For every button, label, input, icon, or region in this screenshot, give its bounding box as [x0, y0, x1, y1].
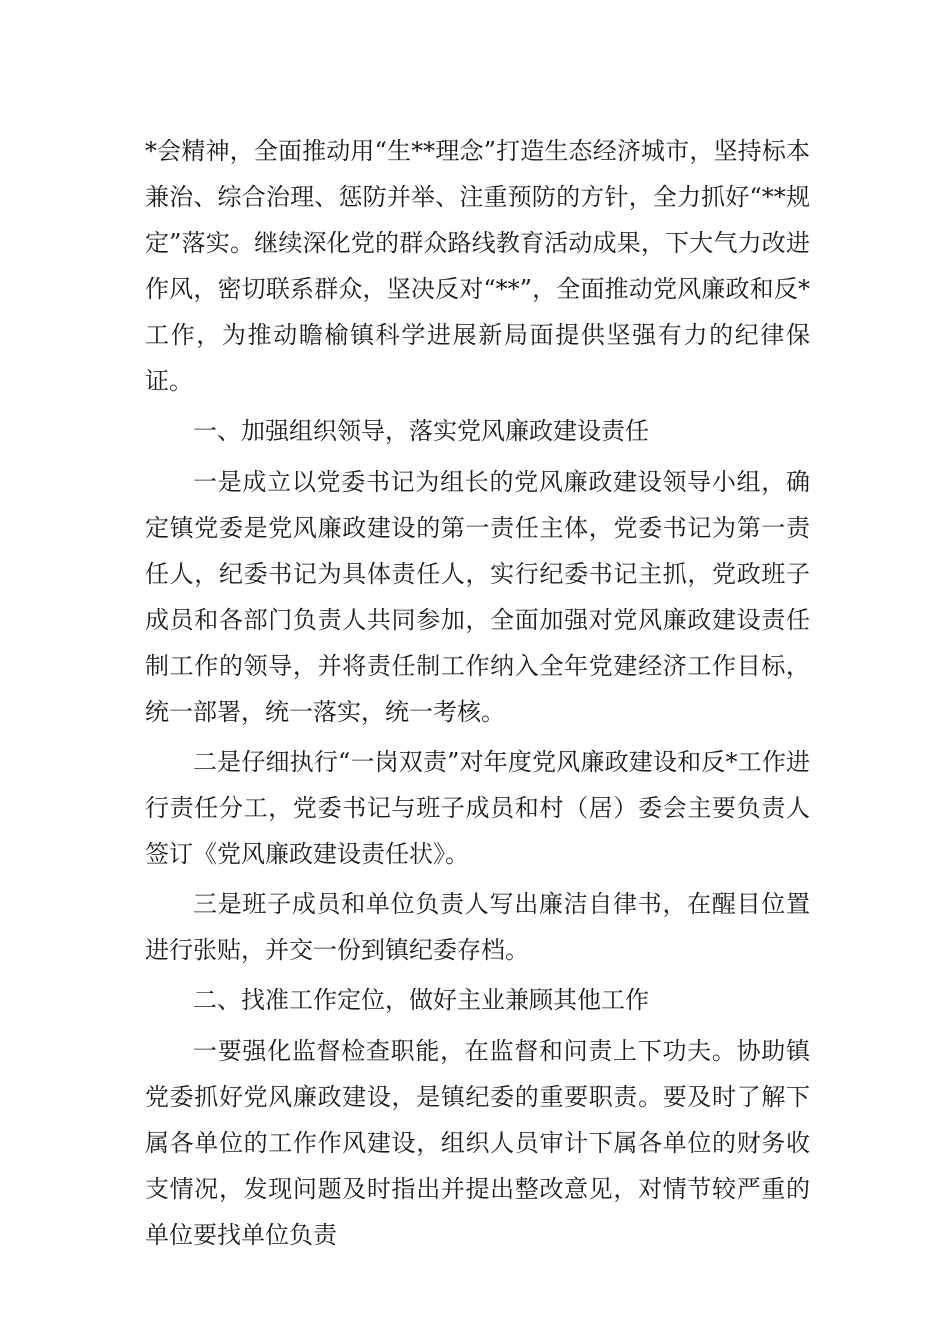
paragraph-1: *会精神，全面推动用“生**理念”打造生态经济城市，坚持标本兼治、综合治理、惩防并举、注重预防的方针，全力抓好“**规定”落实。继续深化党的群众路线教育活动成果，下大气力改进作风，密切联系群众，坚决反对“**”，全面推动党风廉政和反*工作，为推动瞻榆镇科学进展新局面提供坚强有力的纪律保证。 [145, 137, 810, 395]
document-body [145, 128, 810, 1262]
paragraph-3: 二是仔细执行“一岗双责”对年度党风廉政建设和反*工作进行责任分工，党委书记与班子成员和村（居）委会主要负责人签订《党风廉政建设责任状》。 [145, 747, 810, 868]
paragraph-2: 一是成立以党委书记为组长的党风廉政建设领导小组，确定镇党委是党风廉政建设的第一责任主体，党委书记为第一责任人，纪委书记为具体责任人，实行纪委书记主抓，党政班子成员和各部门负责人共同参加，全面加强对党风廉政建设责任制工作的领导，并将责任制工作纳入全年党建经济工作目标，统一部署，统一落实，统一考核。 [145, 467, 810, 726]
section-heading-2: 二、找准工作定位，做好主业兼顾其他工作 [193, 986, 649, 1015]
paragraph-5: 一要强化监督检查职能，在监督和问责上下功夫。协助镇党委抓好党风廉政建设，是镇纪委的重要职责。要及时了解下属各单位的工作作风建设，组织人员审计下属各单位的财务收支情况，发现问题及时指出并提出整改意见，对情节较严重的单位要找单位负责 [145, 1036, 810, 1249]
paragraph-4: 三是班子成员和单位负责人写出廉洁自律书，在醒目位置进行张贴，并交一份到镇纪委存档。 [145, 890, 810, 965]
section-heading-1: 一、加强组织领导，落实党风廉政建设责任 [193, 417, 649, 446]
